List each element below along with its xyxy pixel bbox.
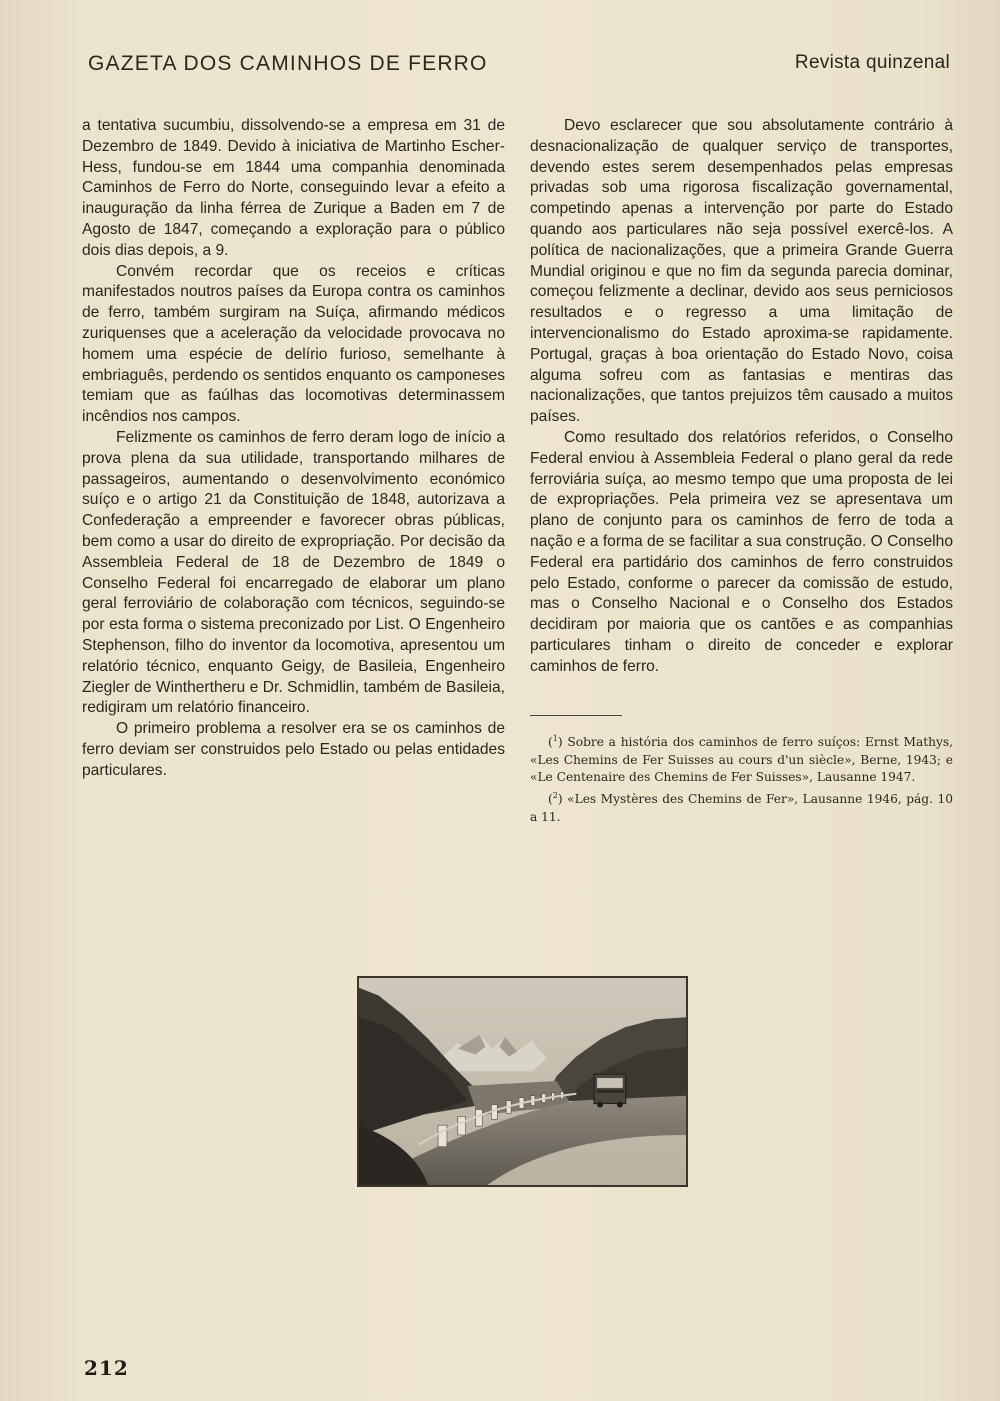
paragraph: Convém recordar que os receios e críticas manifestados noutros países da Europa contra os caminhos de ferro, também surgiram na Suíça, afirmando médicos zuriquenses que a aceleração da velocidade provocava no homem uma espécie de delírio furioso, semelhante à embriaguês, perdendo os sentidos enquanto os camponeses temiam que as faúlhas das locomotivas determinassem incêndios nos campos. [82,262,505,426]
footnote-text: «Les Mystères des Chemins de Fer», Lausanne 1946, pág. 10 a 11. [530,791,953,824]
journal-title: GAZETA DOS CAMINHOS DE FERRO [88,52,488,75]
footnote-mark: 1 [552,734,558,743]
footnote-mark: 2 [552,790,558,800]
page-number: 212 [84,1356,129,1380]
footnote-2: ($^2$) «Les Mystères des Chemins de Fer», Lausanne 1946, pág. 10 a 11. [530,790,953,824]
paragraph: Devo esclarecer que sou absolutamente contrário à desnacionalização de qualquer serviço de transportes, devendo estes serem desempenhados pelas empresas privadas sob uma rigorosa fiscalização governamental, competindo apenas a intervenção por parte do Estado quando aos particulares não seja possível exercê-los. A política de nacionalizações, que a primeira Grande Guerra Mundial originou e que no fim da segunda parecia dominar, começou felizmente a declinar, devido aos seus perniciosos resultados e o regresso a uma limitação de intervencionalismo do Estado aproxima-se rapidamente. Portugal, graças à boa orientação do Estado Novo, coisa alguma sofreu com as fantasias e mentiras das nacionalizações, que tantos prejuizos têm causado a muitos países. [530,117,953,426]
photograph-mountain-road [357,976,688,1187]
paragraph: O primeiro problema a resolver era se os caminhos de ferro deviam ser construidos pelo Estado ou pelas entidades particulares. [82,720,505,779]
footnotes [530,730,953,826]
footnote-1: ($^1$) Sobre a história dos caminhos de ferro suíços: Ernst Mathys, «Les Chemins de Fer Suisses au cours d'un siècle», Berne, 1943; e «Le Centenaire des Chemins de Fer Suisses», Lausanne 1947. [530,734,953,785]
left-column [82,116,505,782]
footnote-rule [530,715,622,716]
photo-illustration [359,978,686,1185]
bus-shape [594,1068,626,1107]
journal-subtitle: Revista quinzenal [794,52,950,73]
running-header [88,52,950,86]
paragraph: a tentativa sucumbiu, dissolvendo-se a empresa em 31 de Dezembro de 1849. Devido à iniciativa de Martinho Escher-Hess, fundou-se em 1844 uma companhia denominada Caminhos de Ferro do Norte, conseguindo levar a efeito a inauguração da linha férrea de Zurique a Baden em 7 de Agosto de 1847, começando a exploração para o público dois dias depois, a 9. [82,117,505,259]
paragraph: Felizmente os caminhos de ferro deram logo de início a prova plena da sua utilidade, transportando milhares de passageiros, aumentando o desenvolvimento económico suíço e o artigo 21 da Constituição de 1848, autorizava a Confederação a empreender e favorecer obras públicas, bem como a usar do direito de expropriação. Por decisão da Assembleia Federal de 18 de Dezembro de 1849 o Conselho Federal foi encarregado de elaborar um plano geral ferroviário de colaboração com técnicos, seguindo-se por esta forma o sistema preconizado por List. O Engenheiro Stephenson, filho do inventor da locomotiva, apresentou um relatório técnico, enquanto Geigy, de Basileia, Engenheiro Ziegler de Winthertheru e Dr. Schmidlin, também de Basileia, redigiram um relatório financeiro. [82,428,505,717]
paragraph: Como resultado dos relatórios referidos, o Conselho Federal enviou à Assembleia Federal o plano geral da rede ferroviária suíça, ao mesmo tempo que uma proposta de lei de expropriações. Pela primeira vez se apresentava um plano de conjunto para os caminhos de ferro de toda a nação e a forma de se facilitar a sua construção. O Conselho Federal era partidário dos caminhos de ferro construidos pelo Estado, conforme o parecer da comissão de estudo, mas o Conselho Nacional e o Conselho dos Estados decidiram por maioria que os cantões e as companhias particulares tinham o direito de conceder e explorar caminhos de ferro. [530,428,953,675]
right-column [530,116,953,678]
footnote-text: Sobre a história dos caminhos de ferro suíços: Ernst Mathys, «Les Chemins de Fer Suisses au cours d'un siècle», Berne, 1943; e «Le Centenaire des Chemins de Fer Suisses», Lausanne 1947. [530,735,953,785]
